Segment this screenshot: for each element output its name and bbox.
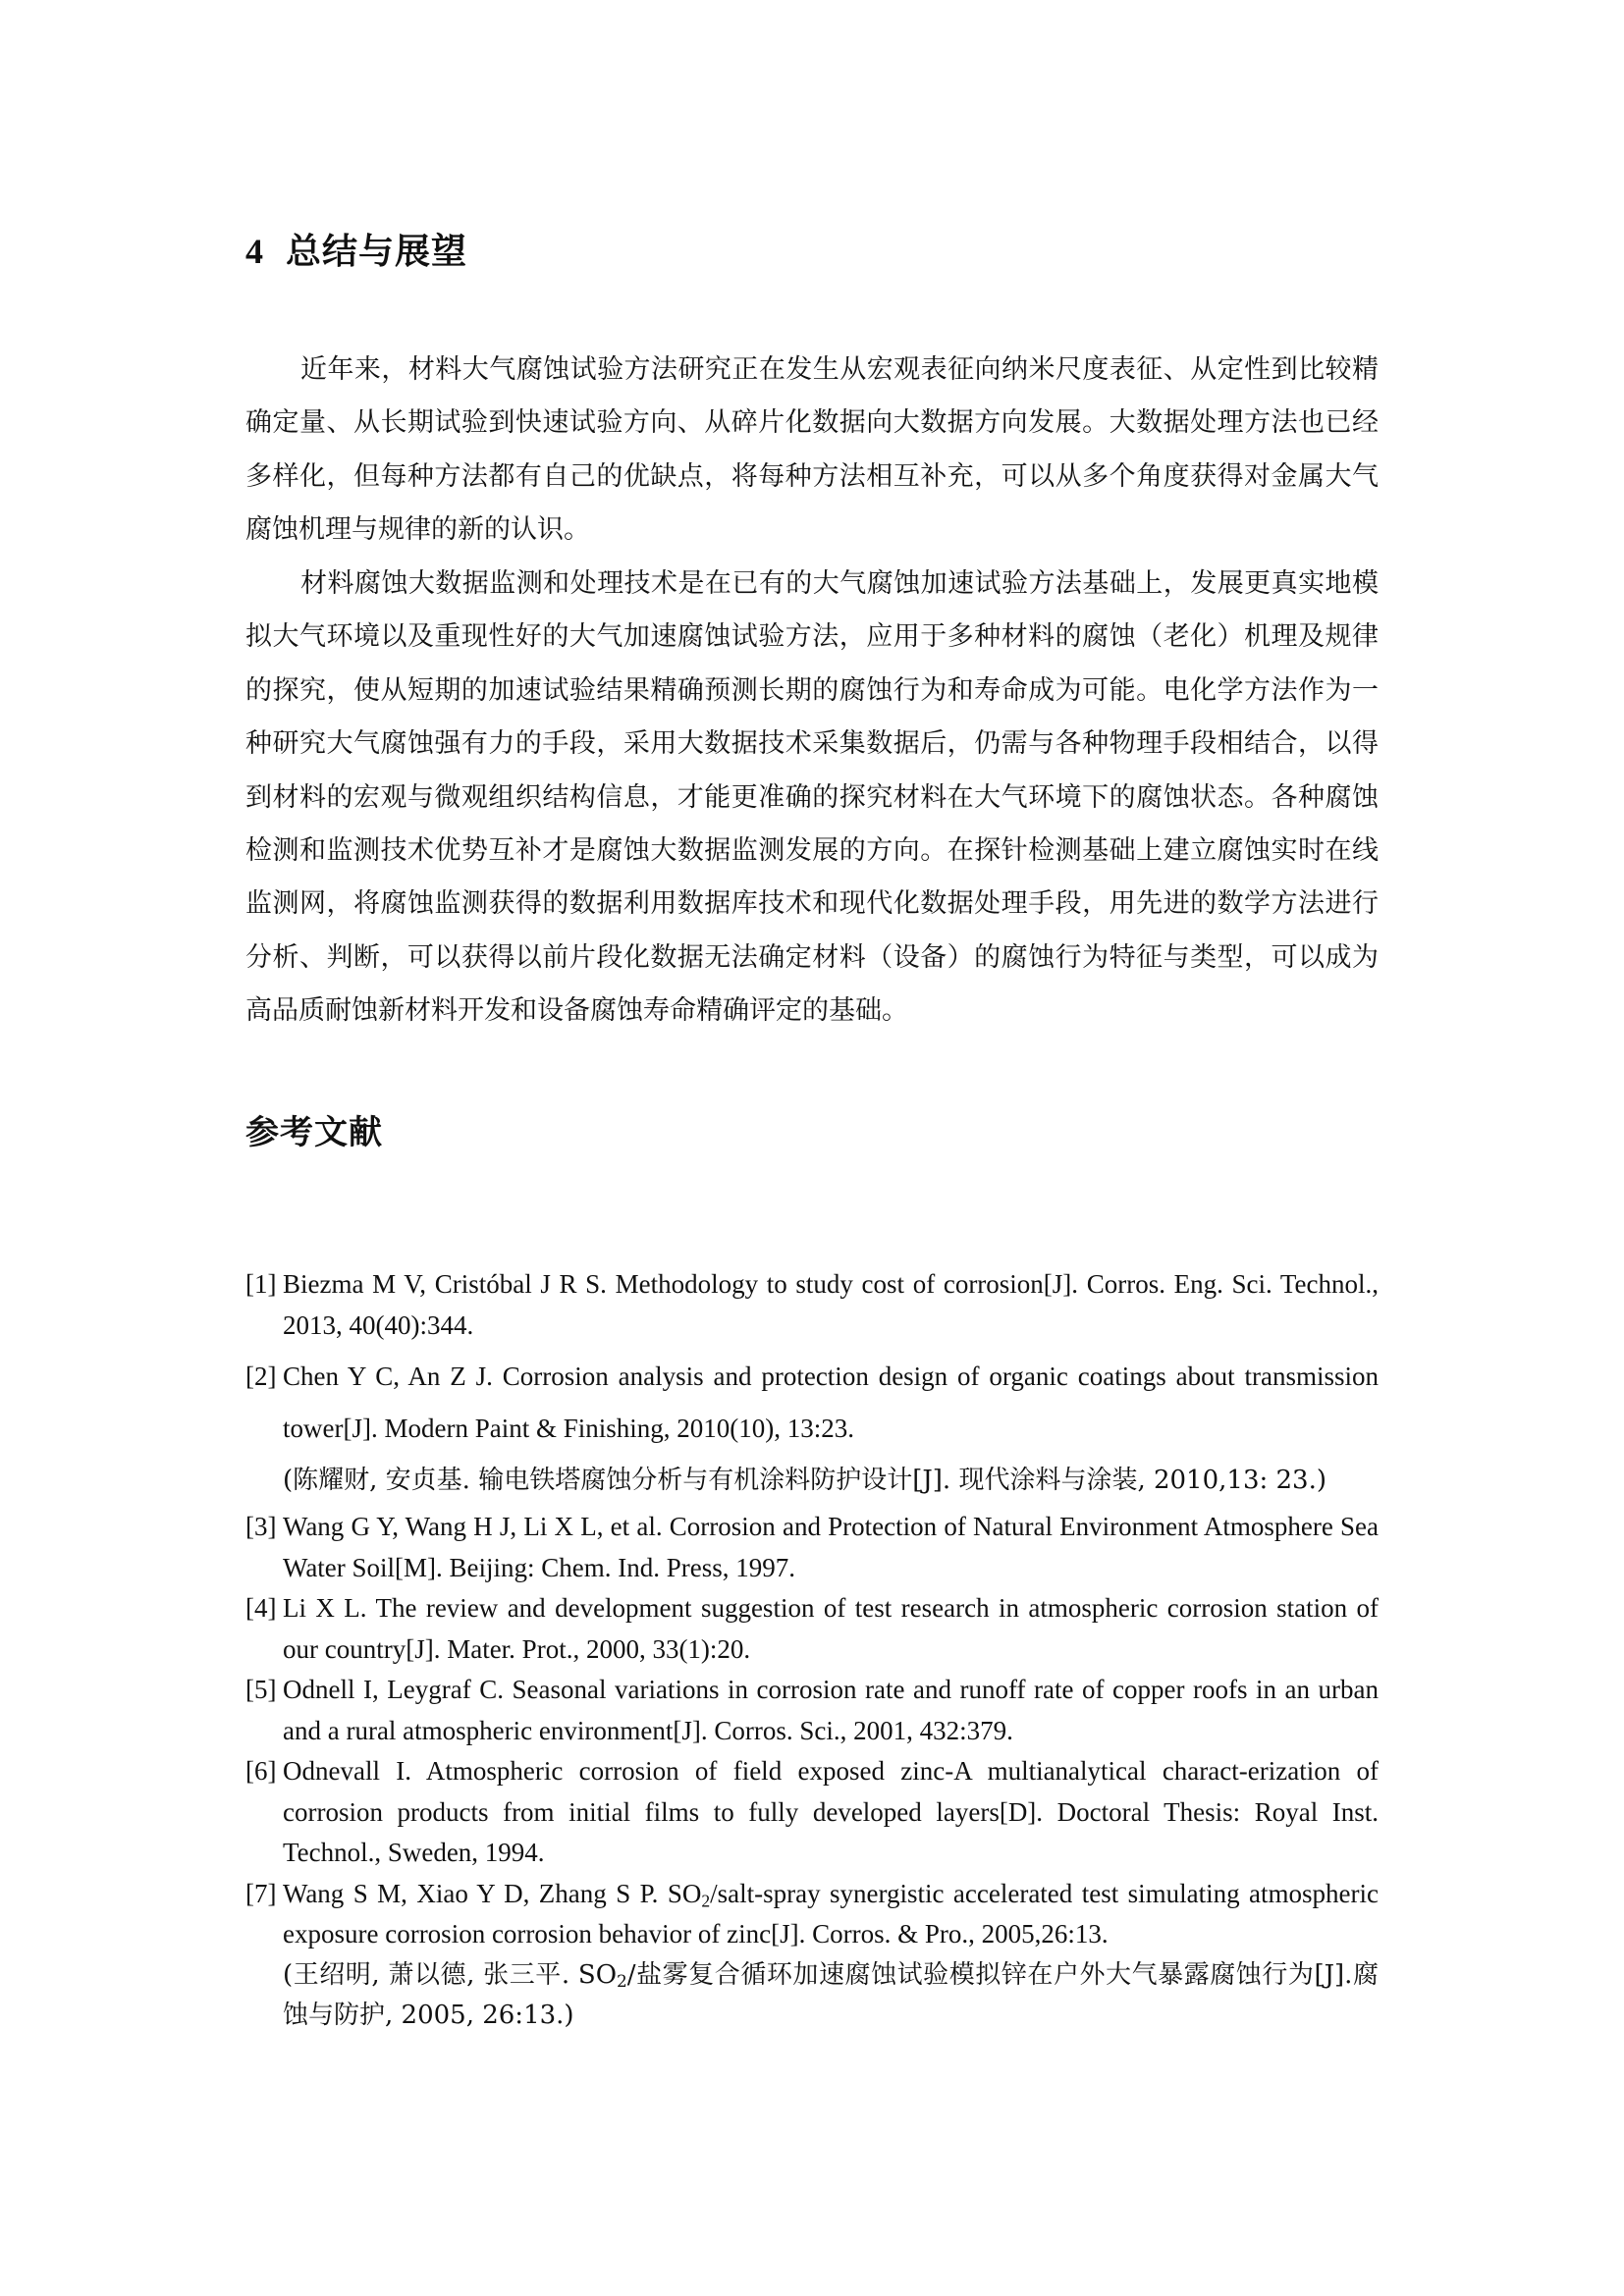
reference-item-4 bbox=[245, 1588, 1379, 1670]
subscript: 2 bbox=[701, 1890, 711, 1910]
reference-text: Li X L. The review and development suggestion of test research in atmospheric corrosion station of our country[J]. Mater. Prot., 2000, 33(1):20. bbox=[283, 1593, 1379, 1664]
reference-text bbox=[283, 1874, 1379, 1955]
reference-chinese-text bbox=[283, 1955, 1379, 2037]
subscript: 2 bbox=[617, 1970, 627, 1991]
reference-tag: [1] bbox=[245, 1269, 277, 1299]
reference-list bbox=[245, 1264, 1379, 2037]
conclusion-paragraph-1 bbox=[245, 344, 1379, 558]
reference-text: Wang G Y, Wang H J, Li X L, et al. Corrosion and Protection of Natural Environment Atmosphere Sea Water Soil[M]. Beijing: Chem. Ind. Press, 1997. bbox=[283, 1512, 1379, 1582]
reference-item-2 bbox=[245, 1351, 1379, 1507]
text-segment: /盐雾复合循环加速腐蚀试验模拟锌在户外大气暴露腐蚀行为[J].腐蚀与防护, 2005, 26:13.) bbox=[283, 1959, 1379, 2030]
text-segment: /salt-spray synergistic accelerated test simulating atmospheric exposure corrosion corrosion behavior of zinc[J]. Corros. & Pro., 2005,26:13. bbox=[283, 1878, 1379, 1949]
reference-tag: [2] bbox=[245, 1362, 277, 1391]
references-heading: 参考文献 bbox=[245, 1113, 383, 1152]
section-number: 4 bbox=[245, 232, 264, 271]
reference-item-7 bbox=[245, 1874, 1379, 2037]
reference-tag: [7] bbox=[245, 1878, 277, 1908]
reference-tag: [5] bbox=[245, 1675, 277, 1704]
reference-text: Odnevall I. Atmospheric corrosion of field exposed zinc-A multianalytical charact-erization of corrosion products from initial films to fully developed layers[D]. Doctoral Thesis: Royal Inst. Technol., Sweden, 1994. bbox=[283, 1756, 1379, 1867]
reference-item-6 bbox=[245, 1751, 1379, 1874]
reference-chinese-text: (陈耀财, 安贞基. 输电铁塔腐蚀分析与有机涂料防护设计[J]. 现代涂料与涂装, 2010,13: 23.) bbox=[283, 1466, 1327, 1495]
reference-tag: [6] bbox=[245, 1756, 277, 1786]
reference-text: Chen Y C, An Z J. Corrosion analysis and protection design of organic coatings about transmission tower[J]. Modern Paint & Finishing, 2010(10), 13:23. bbox=[283, 1362, 1379, 1443]
reference-item-1 bbox=[245, 1264, 1379, 1346]
text-segment: (王绍明, 萧以德, 张三平. SO bbox=[283, 1959, 618, 1990]
reference-text: Biezma M V, Cristóbal J R S. Methodology to study cost of corrosion[J]. Corros. Eng. Sci. Technol., 2013, 40(40):344. bbox=[283, 1269, 1379, 1340]
section-title: 总结与展望 bbox=[286, 232, 468, 272]
conclusion-paragraph-2 bbox=[245, 558, 1379, 1039]
reference-item-3 bbox=[245, 1507, 1379, 1588]
reference-item-5 bbox=[245, 1670, 1379, 1751]
paragraph-text: 材料腐蚀大数据监测和处理技术是在已有的大气腐蚀加速试验方法基础上，发展更真实地模拟大气环境以及重现性好的大气加速腐蚀试验方法，应用于多种材料的腐蚀（老化）机理及规律的探究，使从短期的加速试验结果精确预测长期的腐蚀行为和寿命成为可能。电化学方法作为一种研究大气腐蚀强有力的手段，采用大数据技术采集数据后，仍需与各种物理手段相结合，以得到材料的宏观与微观组织结构信息，才能更准确的探究材料在大气环境下的腐蚀状态。各种腐蚀检测和监测技术优势互补才是腐蚀大数据监测发展的方向。在探针检测基础上建立腐蚀实时在线监测网，将腐蚀监测获得的数据利用数据库技术和现代化数据处理手段，用先进的数学方法进行分析、判断，可以获得以前片段化数据无法确定材料（设备）的腐蚀行为特征与类型，可以成为高品质耐蚀新材料开发和设备腐蚀寿命精确评定的基础。 bbox=[245, 568, 1379, 1027]
reference-text: Odnell I, Leygraf C. Seasonal variations in corrosion rate and runoff rate of copper roofs in an urban and a rural atmospheric environment[J]. Corros. Sci., 2001, 432:379. bbox=[283, 1675, 1379, 1745]
section-heading bbox=[245, 224, 467, 274]
reference-tag: [4] bbox=[245, 1593, 277, 1623]
reference-tag: [3] bbox=[245, 1512, 277, 1541]
text-segment: Wang S M, Xiao Y D, Zhang S P. SO bbox=[283, 1878, 702, 1908]
paragraph-text: 近年来，材料大气腐蚀试验方法研究正在发生从宏观表征向纳米尺度表征、从定性到比较精确定量、从长期试验到快速试验方向、从碎片化数据向大数据方向发展。大数据处理方法也已经多样化，但每种方法都有自己的优缺点，将每种方法相互补充，可以从多个角度获得对金属大气腐蚀机理与规律的新的认识。 bbox=[245, 354, 1379, 546]
